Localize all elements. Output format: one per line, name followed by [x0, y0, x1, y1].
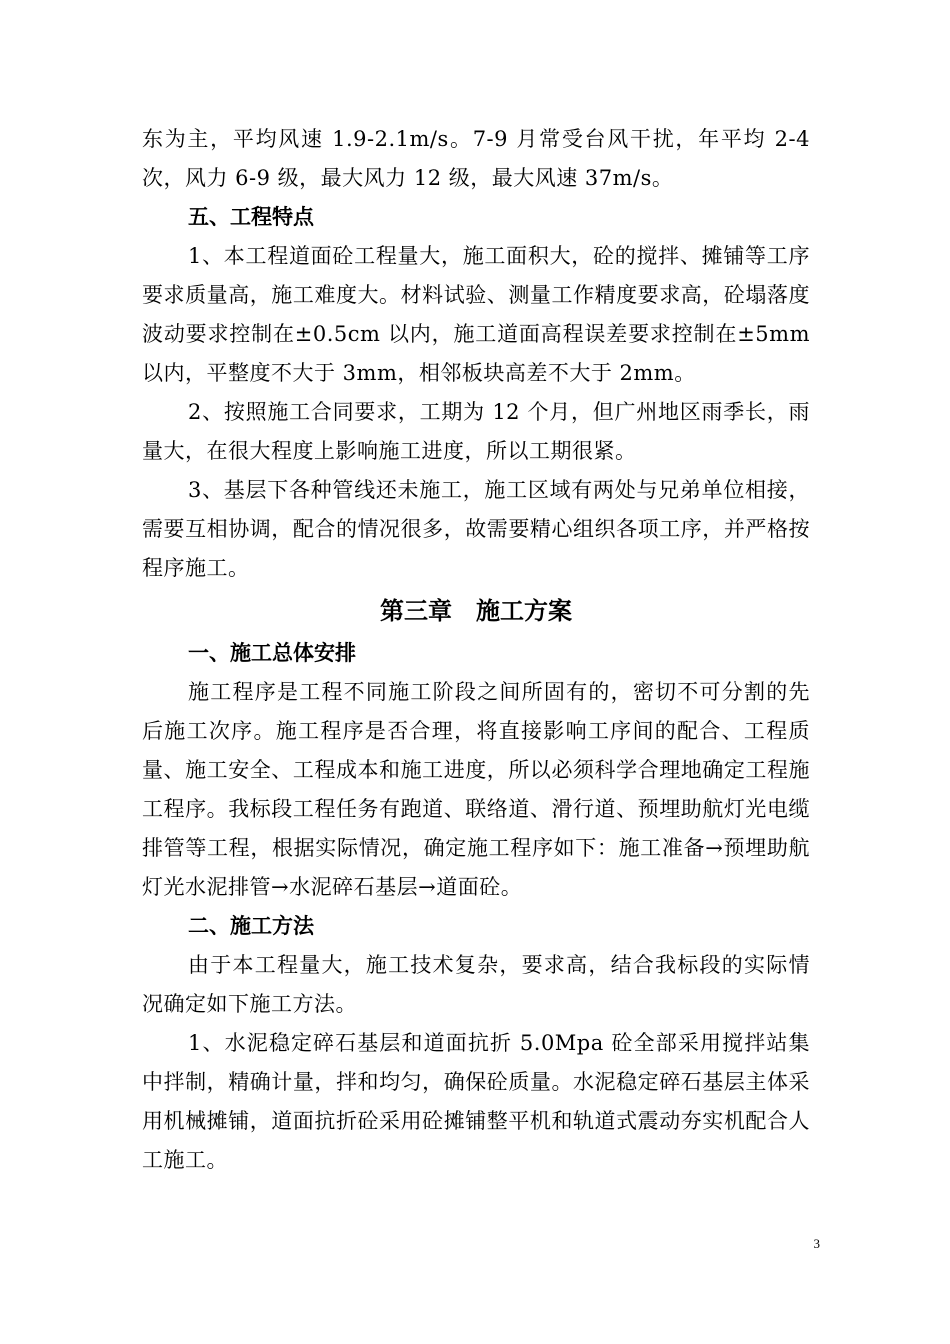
paragraph-feature-2: 2、按照施工合同要求，工期为 12 个月，但广州地区雨季长，雨量大，在很大程度上影响施工进度，所以工期很紧。 — [142, 400, 810, 463]
chapter-title: 第三章 施工方案 — [380, 597, 572, 625]
paragraph-wind: 东为主，平均风速 1.9-2.1m/s。7-9 月常受台风干扰，年平均 2-4 次，风力 6-9 级，最大风力 12 级，最大风速 37m/s。 — [142, 127, 810, 190]
paragraph-method-1: 1、水泥稳定碎石基层和道面抗折 5.0Mpa 砼全部采用搅拌站集中拌制，精确计量，拌和均匀，确保砼质量。水泥稳定碎石基层主体采用机械摊铺，道面抗折砼采用砼摊铺整平机和轨道式震动夯实机配合人工施工。 — [142, 1031, 810, 1172]
paragraph-methods-intro: 由于本工程量大，施工技术复杂，要求高，结合我标段的实际情况确定如下施工方法。 — [142, 953, 810, 1016]
section-heading-methods: 二、施工方法 — [188, 914, 314, 938]
paragraph-feature-1: 1、本工程道面砼工程量大，施工面积大，砼的搅拌、摊铺等工序要求质量高，施工难度大。材料试验、测量工作精度要求高，砼塌落度波动要求控制在±0.5cm 以内，施工道面高程误差要求控制在±5mm 以内，平整度不大于 3mm，相邻板块高差不大于 2mm。 — [142, 244, 810, 385]
section-heading-overall-arrangement: 一、施工总体安排 — [188, 641, 356, 665]
paragraph-feature-3: 3、基层下各种管线还未施工，施工区域有两处与兄弟单位相接，需要互相协调，配合的情况很多，故需要精心组织各项工序，并严格按程序施工。 — [142, 478, 810, 580]
paragraph-construction-sequence: 施工程序是工程不同施工阶段之间所固有的，密切不可分割的先后施工次序。施工程序是否合理，将直接影响工序间的配合、工程质量、施工安全、工程成本和施工进度，所以必须科学合理地确定工程施工程序。我标段工程任务有跑道、联络道、滑行道、预埋助航灯光电缆排管等工程，根据实际情况，确定施工程序如下：施工准备→预埋助航灯光水泥排管→水泥碎石基层→道面砼。 — [142, 680, 810, 899]
section-heading-features: 五、工程特点 — [188, 205, 314, 229]
page-number: 3 — [813, 1236, 820, 1251]
document-body — [142, 120, 810, 1180]
